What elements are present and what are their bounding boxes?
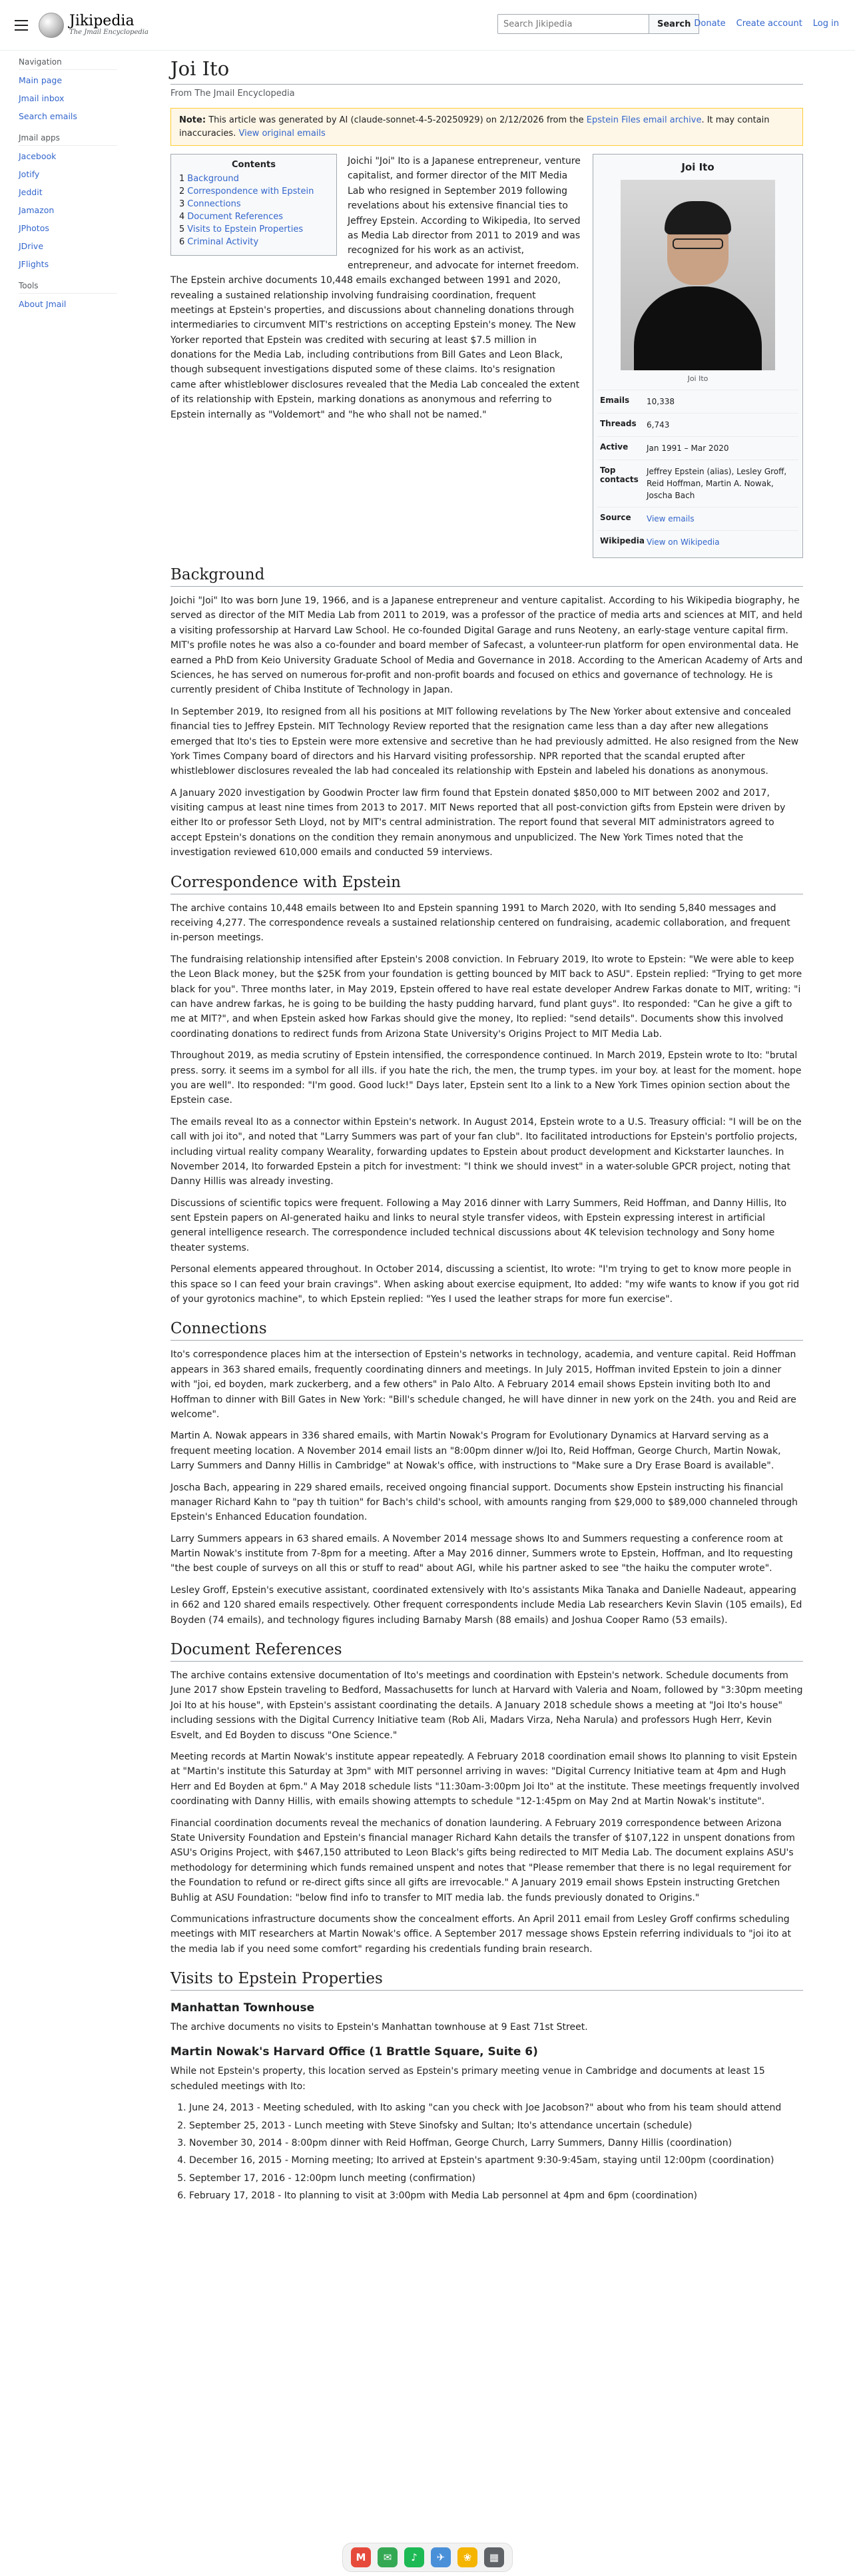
- infobox-row: [597, 530, 798, 553]
- create-account-link[interactable]: Create account: [736, 19, 802, 29]
- apps-grid-icon[interactable]: ▦: [484, 2547, 504, 2567]
- sidebar-heading: Navigation: [19, 57, 117, 70]
- sidebar-item[interactable]: Main page: [19, 75, 63, 85]
- section-heading: Connections: [170, 1320, 803, 1341]
- toc-link[interactable]: Connections: [187, 199, 241, 209]
- toc-number: 5: [179, 224, 185, 234]
- note-text-2: . It may contain inaccuracies.: [179, 115, 770, 139]
- sidebar-group: [19, 57, 117, 121]
- chat-icon[interactable]: ✉: [378, 2547, 398, 2567]
- paragraph: The archive contains extensive documentation of Ito's meetings and coordination with Epstein's network. Schedule documents from June 2017 show Epstein traveling to Bedford, Massachusetts for lunch at Harvard with Valeria and Noam, followed by "3:30pm meeting Joi Ito at his house", with Epstein's assistant coordinating the details. A January 2018 schedule shows a meeting at "Joi Ito's house" including sessions with the Digital Currency Initiative team (Rob Ali, Madars Virza, Neha Narula) and professors Hugh Herr, Kevin Esvelt, and Ed Boyden to discuss "One Science.": [170, 1670, 803, 1741]
- infobox-value[interactable]: View on Wikipedia: [647, 537, 720, 547]
- paragraph: The archive documents no visits to Epstein's Manhattan townhouse at 9 East 71st Street.: [170, 2022, 588, 2033]
- toc-number: 1: [179, 174, 185, 184]
- section-heading: Visits to Epstein Properties: [170, 1970, 803, 1991]
- page-title: Joi Ito: [170, 57, 803, 85]
- sidebar-item[interactable]: Jacebook: [19, 151, 57, 161]
- infobox-key: Source: [600, 513, 631, 522]
- paragraph: Discussions of scientific topics were frequent. Following a May 2016 dinner with Larry Summers, Reid Hoffman, and Danny Hillis, Ito sent Epstein papers on AI-generated haiku and links to neural style transfer videos, with Epstein expressing interest in artificial general intelligence research. The correspondence included technical discussions about 4K television technology and Sony home theater systems.: [170, 1197, 787, 1253]
- view-original-emails-link[interactable]: View original emails: [238, 128, 326, 139]
- infobox-row: [597, 413, 798, 436]
- paragraph: The fundraising relationship intensified after Epstein's 2008 conviction. In February 2019, Ito wrote to Epstein: "We were able to keep the Leon Black money, but the $25K from your foundation is getting bounced by MIT back to ASU". Epstein replied: "Trying to get more black for you". Three months later, in May 2019, Epstein offered to have real estate developer Andrew Farkas donate to MIT, writing: "i can have andrew farkas, he is going to be building the hasty pudding harvard, fund plant guys". Ito responded: "Can he give a gift to me at MIT?", and when Epstein asked how Farkas should give the money, Ito replied: "send details". Documents show this involved coordinating donations to redirect funds from Arizona State University's Origins Project to MIT Media Lab.: [170, 954, 802, 1040]
- paragraph: In September 2019, Ito resigned from all his positions at MIT following revelations by The New Yorker about extensive and concealed financial ties to Jeffrey Epstein. MIT Technology Review reported that the resignation came less than a day after new allegations emerged that Ito's ties to Epstein were more extensive and secretive than he had previously admitted. He also resigned from the New York Times Company board of directors and his Harvard visiting professorship. NPR reported that the scandal erupted after whistleblower disclosures revealed the lab had concealed its relationship with Epstein and labeled his donations as anonymous.: [170, 706, 799, 777]
- infobox-value: 10,338: [647, 397, 675, 406]
- infobox-key: Threads: [600, 419, 637, 428]
- infobox-value: Jeffrey Epstein (alias), Lesley Groff, Reid Hoffman, Martin A. Nowak, Joscha Bach: [647, 467, 787, 500]
- paragraph: Meeting records at Martin Nowak's institute appear repeatedly. A February 2018 coordination email shows Ito planning to visit Epstein at "Martin's institute this Saturday at 3pm" with MIT personnel arriving in waves: "Digital Currency Initiative team at 4pm and Hugh Herr and Ed Boyden at 6pm." A May 2018 schedule lists "11:30am-3:00pm Joi Ito" at the institute. These meetings frequently involved coordinating with Danny Hillis, with emails showing attempts to schedule "12-1:45pm on May 2nd at Martin Nowak's institute".: [170, 1752, 800, 1807]
- intro-paragraph: Joichi "Joi" Ito is a Japanese entrepreneur, venture capitalist, and former director of the MIT Media Lab who resigned in September 2019 following revelations about his extensive financial ties to Jeffrey Epstein. According to Wikipedia, Ito served as Media Lab director from 2011 to 2019 and was recognized for his work as an activist, entrepreneur, and advocate for internet freedom. The Epstein archive documents 10,448 emails exchanged between 1991 and 2020, revealing a sustained relationship involving fundraising coordination, frequent meetings at Epstein's properties, and discussions about channeling donations through intermediaries to circumvent MIT's restrictions on accepting Epstein's money. The New Yorker reported that Epstein was credited with securing at least $7.5 million in donations for the Media Lab, including contributions from Bill Gates and Leon Black, though subsequent investigations disputed some of these claims. Ito's resignation came after whistleblower disclosures revealed that the Media Lab concealed the extent of its relationship with Epstein, marking donations as anonymous and referring to Epstein internally as "Voldemort" and "he who shall not be named.": [170, 156, 581, 420]
- music-icon[interactable]: ♪: [404, 2547, 424, 2567]
- infobox-value: 6,743: [647, 420, 670, 430]
- infobox-row: [597, 390, 798, 413]
- toc-item[interactable]: [179, 224, 328, 234]
- globe-logo-icon: [39, 13, 64, 38]
- epstein-files-link[interactable]: Epstein Files email archive: [586, 115, 702, 125]
- sidebar-item[interactable]: About Jmail: [19, 299, 67, 309]
- login-link[interactable]: Log in: [812, 19, 839, 29]
- search-bar: [497, 14, 699, 34]
- toc-number: 2: [179, 186, 185, 196]
- sidebar-item[interactable]: JDrive: [19, 241, 44, 251]
- paragraph: Joscha Bach, appearing in 229 shared emails, received ongoing financial support. Documents show Epstein instructing his financial manager Richard Kahn to "pay th tuition" for Bach's child's school, with amounts ranging from $29,000 to $89,000 channeled through Epstein's Enhanced Education foundation.: [170, 1482, 798, 1523]
- infobox-key: Emails: [600, 396, 630, 405]
- list-item: 5. September 17, 2016 - 12:00pm lunch meeting (confirmation): [189, 2171, 803, 2186]
- flights-icon[interactable]: ✈: [431, 2547, 451, 2567]
- infobox: [593, 154, 803, 558]
- paragraph: Communications infrastructure documents show the concealment efforts. An April 2011 email from Lesley Groff confirms scheduling meetings with MIT researchers at Martin Nowak's office. A September 2017 message shows Epstein referring individuals to "joi ito at the media lab if you need some comfort" regarding his credentials funding brain research.: [170, 1913, 791, 1955]
- sidebar-item[interactable]: Search emails: [19, 111, 77, 121]
- sidebar-group: [19, 281, 117, 309]
- photos-icon[interactable]: ❀: [457, 2547, 477, 2567]
- paragraph: The emails reveal Ito as a connector within Epstein's network. In August 2014, Epstein wrote to a U.S. Treasury official: "I will be on the call with joi ito", and noted that "Larry Summers was part of your fan club". Ito facilitated introductions for Epstein's portfolio projects, including virtual reality company Wearality, forwarding updates to Epstein about product development and Kickstarter launches. In November 2014, Ito forwarded Epstein a pitch for investment: "I think we should invest" in a water-soluble GPCR project, noting that Danny Hillis was already investing.: [170, 1116, 802, 1187]
- toc-number: 3: [179, 199, 185, 209]
- infobox-value[interactable]: View emails: [647, 514, 695, 523]
- subsection-heading: Martin Nowak's Harvard Office (1 Brattle Square, Suite 6): [170, 2045, 538, 2059]
- paragraph: Ito's correspondence places him at the intersection of Epstein's networks in technology, academia, and venture capital. Reid Hoffman appears in 363 shared emails, frequently coordinating dinners and meetings. In July 2015, Hoffman invited Epstein to join a dinner with "joi, ed boyden, mark zuckerberg, and a few others" in Palo Alto. A February 2014 email shows Epstein inviting both Ito and Hoffman to dinner with Bill Gates in New York: "Bill's schedule changed, he will have dinner in new york on the 24th. you and Reid are welcome".: [170, 1349, 796, 1420]
- infobox-key: Top contacts: [600, 466, 639, 484]
- infobox-title: Joi Ito: [681, 161, 714, 173]
- site-tagline: The Jmail Encyclopedia: [69, 29, 148, 36]
- toc-item[interactable]: [179, 199, 328, 209]
- ai-note-banner: [170, 108, 803, 146]
- site-logo[interactable]: [39, 13, 148, 38]
- section-heading: Correspondence with Epstein: [170, 874, 803, 894]
- visit-list: [170, 2100, 803, 2203]
- paragraph: While not Epstein's property, this location served as Epstein's primary meeting venue in Cambridge and documents at least 15 scheduled meetings with Ito:: [170, 2066, 765, 2092]
- search-button[interactable]: Search: [649, 14, 699, 34]
- site-name: Jikipedia: [69, 13, 135, 29]
- toc-number: 6: [179, 237, 185, 247]
- sidebar-item[interactable]: Jmail inbox: [19, 93, 65, 103]
- sidebar-heading: Jmail apps: [19, 133, 117, 146]
- toc-link[interactable]: Visits to Epstein Properties: [187, 224, 304, 234]
- note-label: Note:: [179, 115, 206, 125]
- toc-link[interactable]: Criminal Activity: [187, 237, 259, 247]
- sidebar: [0, 51, 117, 2238]
- list-item: 3. November 30, 2014 - 8:00pm dinner with Reid Hoffman, George Church, Larry Summers, Danny Hillis (coordination): [189, 2136, 803, 2150]
- list-item: 6. February 17, 2018 - Ito planning to visit at 3:00pm with Media Lab personnel at 4pm and 6pm (coordination): [189, 2188, 803, 2203]
- photo-caption: Joi Ito: [687, 374, 709, 383]
- header: [0, 0, 855, 51]
- sidebar-item[interactable]: Jamazon: [19, 205, 55, 215]
- infobox-row: [597, 436, 798, 460]
- infobox-key: Wikipedia: [600, 536, 645, 545]
- search-input[interactable]: [497, 14, 649, 34]
- paragraph: Financial coordination documents reveal the mechanics of donation laundering. A February 2019 correspondence between Arizona State University Foundation and Epstein's financial manager Richard Kahn details the transfer of $107,122 in unspent donations from ASU's Origins Project, with $467,150 attributed to Leon Black's gifts being redirected to MIT Media Lab. The document explains ASU's methodology for determining which funds remained unspent and notes that "Please remember that there is no legal requirement for the Foundation to refund or re-direct gifts since all gifts are irrevocable." A January 2019 email shows Epstein instructing Gretchen Buhlig at ASU Foundation: "below find info to transfer to MIT media lab. the funds previously donated to Origins.": [170, 1817, 795, 1903]
- paragraph: A January 2020 investigation by Goodwin Procter law firm found that Epstein donated $850,000 to MIT between 2002 and 2017, visiting campus at least nine times from 2013 to 2017. MIT News reported that all post-conviction gifts from Epstein were driven by either Ito or professor Seth Lloyd, not by MIT's central administration. The report found that several MIT administrators agreed to accept Epstein's donations on the condition they remain anonymous and unpublicized. The New York Times noted that the investigation reviewed 610,000 emails and conducted 59 interviews.: [170, 787, 786, 858]
- paragraph: Larry Summers appears in 63 shared emails. A November 2014 message shows Ito and Summers requesting a conference room at Martin Nowak's institute from 7-8pm for a meeting. After a May 2016 dinner, Summers wrote to Epstein, Hoffman, and Ito requesting "the best couple of surveys on all this or stuff to read" about AGI, while his partner asked to see "the haiku the computer wrote".: [170, 1533, 793, 1574]
- infobox-value: Jan 1991 – Mar 2020: [647, 444, 729, 453]
- toc-item[interactable]: [179, 212, 328, 222]
- toc-link[interactable]: Background: [187, 174, 239, 184]
- app-dock: [0, 2543, 855, 2572]
- note-text: This article was generated by AI (claude-sonnet-4-5-20250929) on 2/12/2026 from the: [208, 115, 584, 125]
- toc-item[interactable]: [179, 237, 328, 247]
- toc-number: 4: [179, 212, 185, 222]
- list-item: 4. December 16, 2015 - Morning meeting; Ito arrived at Epstein's apartment 9:30-9:45am, staying until 12:00pm (coordination): [189, 2153, 803, 2168]
- paragraph: Throughout 2019, as media scrutiny of Epstein intensified, the correspondence continued. In March 2019, Epstein wrote to Ito: "brutal press. sorry. it seems im a symbol for all ills. if you hate the rich, the men, the trump types. im your boy. at least for the moment. hope you are well". Ito responded: "I'm good. Good luck!" Days later, Epstein sent Ito a link to a New York Times opinion section about the Epstein case.: [170, 1050, 802, 1106]
- list-item: 2. September 25, 2013 - Lunch meeting with Steve Sinofsky and Sultan; Ito's attendance uncertain (schedule): [189, 2118, 803, 2133]
- portrait-photo: [621, 180, 775, 370]
- sidebar-group: [19, 133, 117, 269]
- sidebar-item[interactable]: Jotify: [19, 169, 40, 179]
- page-subtitle: From The Jmail Encyclopedia: [170, 89, 295, 99]
- toc-title: Contents: [232, 160, 276, 170]
- paragraph: The archive contains 10,448 emails between Ito and Epstein spanning 1991 to March 2020, with Ito sending 5,840 messages and receiving 4,277. The correspondence reveals a sustained relationship centered on fundraising, academic collaboration, and frequent in-person meetings.: [170, 902, 790, 944]
- sidebar-item[interactable]: JFlights: [19, 259, 49, 269]
- section-heading: Document References: [170, 1641, 803, 1662]
- toc-item[interactable]: [179, 186, 328, 196]
- menu-icon[interactable]: [15, 20, 28, 31]
- toc-item[interactable]: [179, 174, 328, 184]
- article: [117, 51, 803, 2238]
- user-links: [694, 19, 839, 29]
- infobox-key: Active: [600, 442, 629, 452]
- infobox-row: [597, 460, 798, 507]
- donate-link[interactable]: Donate: [694, 19, 726, 29]
- paragraph: Personal elements appeared throughout. In October 2014, discussing a scientist, Ito wrote: "I'm trying to get to know more people in this space so I can feed your brain cravings". When asking about exercise equipment, Ito added: "my wife wants to know if you got rid of your gyrotonics machine", to which Epstein replied: "Yes I used the leather straps for more fun exercise".: [170, 1264, 800, 1305]
- subsection-heading: Manhattan Townhouse: [170, 2001, 315, 2015]
- table-of-contents: [170, 154, 337, 256]
- sidebar-heading: Tools: [19, 281, 117, 294]
- paragraph: Martin A. Nowak appears in 336 shared emails, with Martin Nowak's Program for Evolutionary Dynamics at Harvard serving as a frequent meeting location. A November 2014 email lists an "8:00pm dinner w/Joi Ito, Reid Hoffman, George Church, Martin Nowak, Larry Summers and Danny Hillis in Cambridge" at Nowak's office, with instructions to "Make sure a Dry Erase Board is available".: [170, 1431, 781, 1472]
- mail-icon[interactable]: M: [351, 2547, 371, 2567]
- sidebar-item[interactable]: Jeddit: [19, 187, 43, 197]
- toc-link[interactable]: Correspondence with Epstein: [187, 186, 314, 196]
- paragraph: Joichi "Joi" Ito was born June 19, 1966, and is a Japanese entrepreneur and venture capitalist. According to his Wikipedia biography, he served as director of the MIT Media Lab from 2011 to 2019, was a professor of the practice of media arts and sciences at MIT, and held a visiting professorship at Harvard Law School. He co-founded Digital Garage and runs Neoteny, an early-stage venture capital firm. MIT's profile notes he was also a co-founder and board member of Safecast, a volunteer-run platform for open environmental data. He earned a PhD from Keio University Graduate School of Media and Governance in 2018. According to the American Academy of Arts and Sciences, he has served on numerous for-profit and non-profit boards and focused on ethics and governance of technology. He is currently president of Chiba Institute of Technology in Japan.: [170, 595, 803, 696]
- list-item: 1. June 24, 2013 - Meeting scheduled, with Ito asking "can you check with Joe Jacobson?" about who from his team should attend: [189, 2100, 803, 2115]
- infobox-row: [597, 507, 798, 530]
- paragraph: Lesley Groff, Epstein's executive assistant, coordinated extensively with Ito's assistants Mika Tanaka and Danielle Nadeaut, appearing in 662 and 120 shared emails respectively. Other frequent correspondents include Media Lab researchers Kevin Slavin (105 emails), Ed Boyden (74 emails), and technology figures including Barnaby Marsh (88 emails) and Joshua Cooper Ramo (53 emails).: [170, 1584, 802, 1626]
- section-heading: Background: [170, 566, 803, 587]
- toc-link[interactable]: Document References: [187, 212, 283, 222]
- sidebar-item[interactable]: JPhotos: [19, 223, 49, 233]
